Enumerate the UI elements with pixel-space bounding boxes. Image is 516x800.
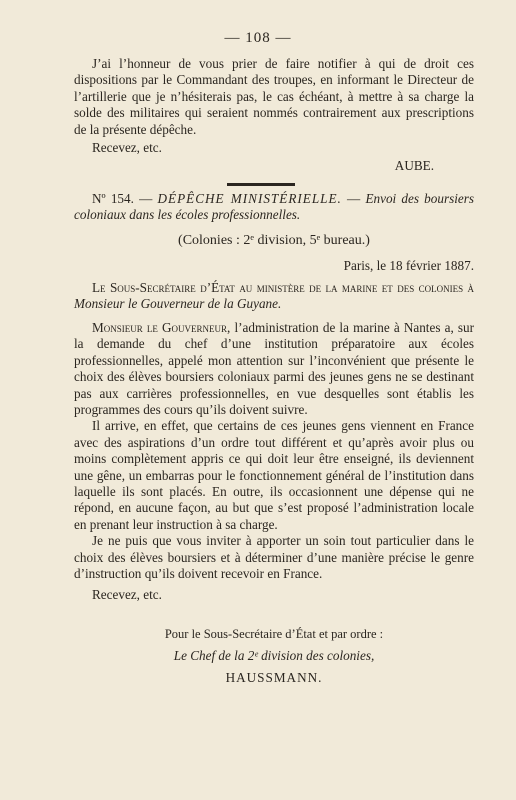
- dispatch-title: DÉPÊCHE MINISTÉRIELLE.: [157, 191, 342, 206]
- address-line: [74, 280, 474, 313]
- final-signature: HAUSSMANN.: [225, 670, 323, 685]
- paragraph-2: Il arrive, en effet, que certains de ces jeunes gens viennent en France avec des aspirations d’un ordre tout différent et qu’après avoir plus ou moins complètement appris ce qui doit leur être enseigné, ils deviennent une gêne, un embarras pour le fonctionnement général de l’institution dans laquelle ils sont placés. En outre, ils occasionnent une dépense qui ne répond, en aucune façon, au but que s’est proposé l’administration locale en prenant leur instruction à sa charge.: [74, 418, 474, 532]
- second-closing: Recevez, etc.: [92, 586, 162, 602]
- salutation: Monsieur le Gouverneur,: [92, 320, 231, 335]
- first-paragraph: J’ai l’honneur de vous prier de faire notifier à qui de droit ces dispositions par le Commandant des troupes, en informant le Directeur de l’artillerie que je n’hésiterais pas, le cas échéant, à mettre à sa charge la solde des militaires qui seraient nommés contrairement aux prescriptions de la présente dépêche.: [74, 56, 474, 137]
- heading-dash: —: [139, 191, 153, 206]
- first-letter-block: [74, 56, 474, 175]
- page-number: — 108 —: [224, 30, 292, 46]
- dispatch-subject: Envoi des boursiers coloniaux dans les écoles professionnelles.: [74, 191, 475, 223]
- heading-dash-2: —: [347, 191, 361, 206]
- date-line: Paris, le 18 février 1887.: [343, 258, 474, 273]
- dispatch-number: Nº 154.: [92, 191, 134, 206]
- order-line: Pour le Sous-Secrétaire d’État et par ordre :: [164, 627, 384, 641]
- dispatch-heading: [74, 191, 474, 224]
- chief-line: Le Chef de la 2ᵉ division des colonies,: [173, 648, 375, 663]
- address-recipient: Monsieur le Gouverneur de la Guyane.: [74, 296, 282, 312]
- first-signature: AUBE.: [394, 158, 434, 174]
- address-prefix: Le Sous-Secrétaire d’État au ministère de la marine et des colonies à: [92, 280, 474, 295]
- dispatch-body: [74, 320, 474, 603]
- first-closing: Recevez, etc.: [92, 140, 162, 156]
- office-line: (Colonies : 2ᵉ division, 5ᵉ bureau.): [178, 233, 370, 248]
- paragraph-1: l’administration de la marine à Nantes a, sur la demande du chef d’une institution préparatoire aux écoles professionnelles, appelé mon attention sur l’inconvénient que présente le choix des élèves boursiers coloniaux parmi des jeunes gens ne se destinant pas aux carrières professionnelles, en vue desquelles sont établis les programmes des cours qu’ils doivent suivre.: [74, 320, 474, 418]
- paragraph-3: Je ne puis que vous inviter à apporter un soin tout particulier dans le choix des élèves boursiers et à déterminer d’une manière précise le genre d’instruction qu’ils doivent recevoir en France.: [74, 533, 474, 582]
- section-divider: [227, 183, 295, 186]
